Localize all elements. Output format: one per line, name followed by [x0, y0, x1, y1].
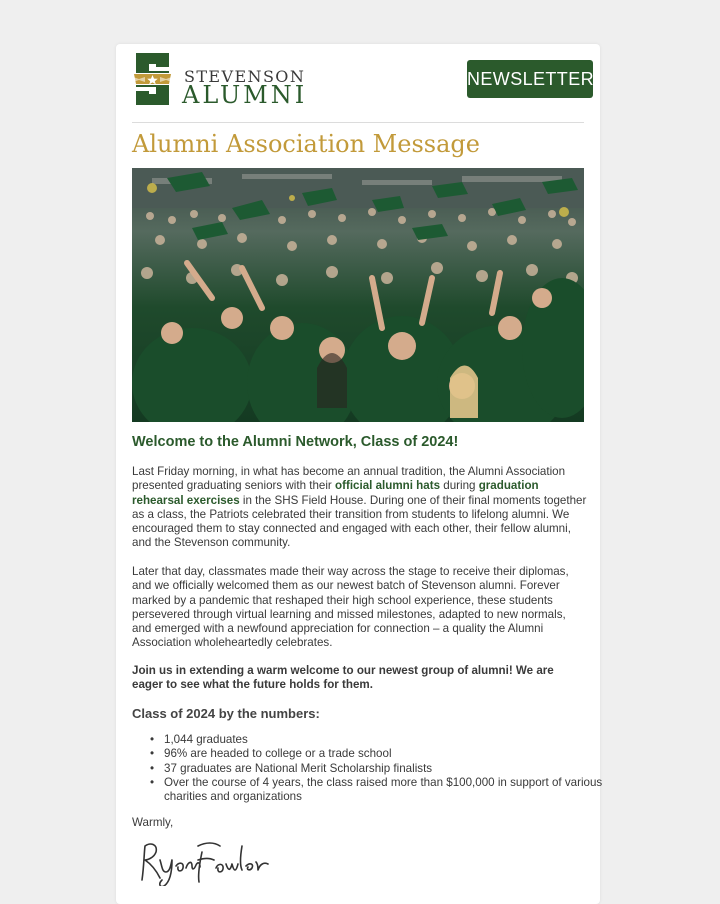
paragraph-1-text-c: during	[440, 479, 479, 493]
official-alumni-hats-link[interactable]: official alumni hats	[335, 479, 441, 493]
graduation-photo-image	[132, 168, 584, 422]
list-item: • 96% are headed to college or a trade school	[164, 747, 619, 761]
list-item: • 37 graduates are National Merit Scholarship finalists	[164, 762, 619, 776]
newsletter-card	[116, 44, 603, 904]
list-item: • Over the course of 4 years, the class raised more than $100,000 in support of various charities and organizations	[164, 776, 619, 805]
welcome-heading: Welcome to the Alumni Network, Class of 2024!	[132, 434, 459, 450]
newsletter-badge[interactable]: NEWSLETTER	[467, 60, 593, 98]
logo-line2: ALUMNI	[182, 81, 308, 109]
list-item: • 1,044 graduates	[164, 733, 619, 747]
numbers-list	[132, 733, 619, 804]
header-divider	[132, 122, 584, 123]
paragraph-2: Later that day, classmates made their way across the stage to receive their diplomas, and we officially welcomed them as our newest batch of Stevenson alumni. Forever marked by a pandemic that reshaped their high school experience, these students persevered through virtual learning and missed milestones, adapted to new normals, and emerged with a newfound appreciation for connection – a quality the Alumni Association wholeheartedly celebrates.	[132, 565, 569, 650]
paragraph-3: Join us in extending a warm welcome to our newest group of alumni! We are eager to see what the future holds for them.	[132, 664, 554, 692]
signature-image	[136, 836, 276, 886]
header	[132, 51, 595, 115]
closing: Warmly,	[132, 816, 174, 829]
stevenson-s-logo-icon	[132, 51, 173, 107]
graduation-photo	[132, 168, 584, 422]
logo-line1: STEVENSON	[184, 67, 306, 86]
page-title: Alumni Association Message	[132, 130, 480, 158]
paragraph-1-text-a: Last Friday morning, in what has become an annual tradition, the Alumni Association presented graduating seniors with their	[132, 465, 566, 493]
numbers-heading: Class of 2024 by the numbers:	[132, 706, 320, 721]
graduation-rehearsal-link[interactable]: graduation rehearsal exercises	[132, 479, 539, 507]
paragraph-1	[132, 465, 587, 551]
paragraph-1-text-e: in the SHS Field House. During one of their final moments together as a class, the Patriots celebrated their transition from students to lifelong alumni. We encouraged them to stay connected and engaged with each other, their fellow alumni, and the Stevenson community.	[132, 493, 587, 550]
